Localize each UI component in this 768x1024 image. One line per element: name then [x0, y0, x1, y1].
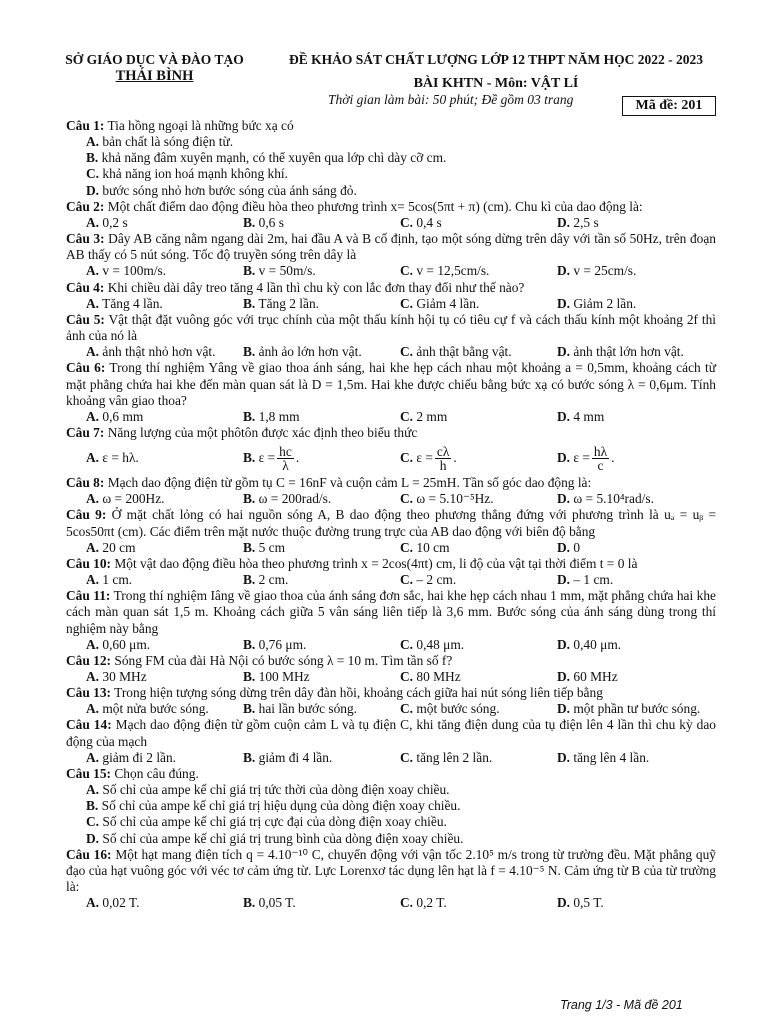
option-a: [66, 782, 716, 798]
options-row: [66, 669, 716, 685]
option-letter: C.: [400, 491, 414, 507]
question-stem: [66, 766, 716, 782]
option-letter: D.: [557, 636, 571, 652]
option-d: [537, 409, 694, 425]
option-text: ảnh thật lớn hơn vật.: [573, 344, 684, 360]
option-b: [223, 701, 380, 717]
option-text: Giảm 2 lần.: [573, 295, 637, 311]
question-stem: [66, 312, 716, 344]
option-c: [66, 814, 716, 830]
option-text: 10 cm: [416, 539, 450, 555]
exam-code-box: Mã đề: 201: [622, 96, 716, 116]
option-letter: C.: [400, 263, 414, 279]
option-letter: D.: [557, 749, 571, 765]
question-text: Trong hiện tượng sóng dừng trên dây đàn hồi, khoảng cách giữa hai nút sóng liên tiếp bằng: [114, 685, 603, 701]
options-row: [66, 409, 716, 425]
question-13: [66, 685, 716, 717]
question-text: Một vật dao động điều hòa theo phương trình x = 2cos(4πt) cm, li độ của vật tại thời điểm t = 0 là: [114, 555, 638, 571]
question-12: [66, 653, 716, 685]
option-letter: B.: [243, 572, 256, 588]
option-letter: B.: [243, 539, 256, 555]
option-letter: B.: [243, 263, 256, 279]
numerator: hλ: [593, 443, 608, 459]
options-row: [66, 750, 716, 766]
option-text: khả năng ion hoá mạnh không khí.: [102, 166, 288, 182]
option-letter: C.: [400, 295, 414, 311]
option-a: [66, 450, 223, 466]
option-c: [380, 895, 537, 911]
options-row: [66, 637, 716, 653]
option-text: Tăng 2 lần.: [258, 295, 320, 311]
option-a: [66, 215, 223, 231]
department-name: SỞ GIÁO DỤC VÀ ĐÀO TẠO: [65, 52, 244, 67]
option-letter: B.: [243, 749, 256, 765]
fraction: [277, 445, 294, 472]
options-row: [66, 344, 716, 360]
question-2: [66, 199, 716, 231]
question-stem: [66, 653, 716, 669]
question-stem: [66, 847, 716, 895]
question-label: Câu 4:: [66, 279, 105, 295]
option-b: [223, 491, 380, 507]
question-stem: [66, 425, 716, 441]
option-letter: B.: [243, 214, 256, 230]
option-text: Tăng 4 lần.: [102, 295, 163, 311]
header-left: [52, 52, 257, 84]
question-5: [66, 312, 716, 360]
option-letter: A.: [86, 895, 100, 911]
question-label: Câu 14:: [66, 717, 112, 733]
option-text: Số chỉ của ampe kế chỉ giá trị hiệu dụng của dòng điện xoay chiều.: [101, 798, 461, 814]
option-d: [66, 183, 716, 199]
option-c: [380, 215, 537, 231]
option-text: 0,4 s: [416, 214, 442, 230]
option-a: [66, 409, 223, 425]
exam-title: ĐỀ KHẢO SÁT CHẤT LƯỢNG LỚP 12 THPT NĂM HỌC 2022 - 2023: [288, 52, 704, 67]
question-label: Câu 16:: [66, 846, 112, 862]
option-letter: A.: [86, 450, 100, 466]
question-text: Sóng FM của đài Hà Nội có bước sóng λ = 10 m. Tìm tần số f?: [114, 652, 453, 668]
option-letter: B.: [243, 669, 256, 684]
option-b: [223, 215, 380, 231]
question-label: Câu 8:: [66, 475, 105, 491]
options-row: [66, 701, 716, 717]
question-stem: [66, 556, 716, 572]
option-letter: B.: [243, 636, 256, 652]
question-label: Câu 5:: [66, 311, 105, 327]
option-d: [537, 445, 694, 472]
option-letter: C.: [400, 214, 414, 230]
page-footer: Trang 1/3 - Mã đề 201: [560, 998, 683, 1012]
question-16: [66, 847, 716, 912]
option-text: 0,05 T.: [258, 895, 296, 911]
question-15: [66, 766, 716, 847]
option-text: 0,48 μm.: [416, 636, 465, 652]
option-letter: B.: [86, 798, 99, 814]
question-stem: [66, 507, 716, 539]
option-text: 0,40 μm.: [573, 636, 622, 652]
option-a: [66, 750, 223, 766]
option-letter: C.: [86, 814, 100, 830]
option-text: ảnh thật bằng vật.: [416, 344, 512, 360]
option-text: 0,02 T.: [102, 895, 140, 911]
question-text: Chọn câu đúng.: [114, 765, 199, 781]
option-letter: B.: [86, 150, 99, 166]
option-text: ảnh thật nhỏ hơn vật.: [102, 344, 216, 360]
option-text: 4 mm: [573, 408, 605, 424]
option-letter: A.: [86, 491, 100, 507]
option-a: [66, 263, 223, 279]
option-text: 0,6 s: [258, 214, 284, 230]
option-d: [537, 637, 694, 653]
option-a: [66, 296, 223, 312]
option-text: 1,8 mm: [258, 408, 300, 424]
question-3: [66, 231, 716, 279]
question-text: Tia hồng ngoại là những bức xạ có: [107, 118, 294, 133]
option-c: [380, 409, 537, 425]
option-b: [223, 540, 380, 556]
option-c: [380, 572, 537, 588]
option-text: 0,2 s: [102, 214, 128, 230]
option-d: [537, 491, 694, 507]
numerator: hc: [279, 443, 292, 459]
option-b: [223, 344, 380, 360]
province-name: THÁI BÌNH: [115, 68, 194, 84]
option-letter: D.: [557, 450, 571, 466]
fraction: [435, 445, 451, 472]
option-d: [537, 701, 701, 717]
option-b: [223, 572, 380, 588]
option-letter: D.: [557, 669, 571, 684]
question-label: Câu 15:: [66, 765, 112, 781]
option-a: [66, 491, 223, 507]
option-letter: D.: [86, 182, 100, 198]
option-d: [537, 669, 694, 685]
options-row: [66, 895, 716, 911]
option-letter: D.: [557, 408, 571, 424]
option-text: giảm đi 2 lần.: [102, 749, 177, 765]
question-label: Câu 2:: [66, 198, 105, 214]
question-label: Câu 13:: [66, 685, 112, 701]
option-suffix: .: [453, 450, 457, 466]
question-text: Một hạt mang điện tích q = 4.10⁻¹⁰ C, chuyển động với vận tốc 2.10⁵ m/s trong từ trường đều. Mặt phẳng quỹ đạo của hạt vuông góc với véc tơ cảm ứng từ. Lực Lorenxơ tác dụng lên hạt là f = 4.10⁻⁵ N. Cảm ứng từ B của từ trường là:: [66, 846, 716, 895]
option-text: Số chỉ của ampe kế chỉ giá trị tức thời của dòng điện xoay chiều.: [102, 782, 450, 798]
option-letter: D.: [557, 701, 571, 717]
option-letter: B.: [243, 895, 256, 911]
option-suffix: .: [611, 450, 615, 466]
option-text: hai lần bước sóng.: [258, 701, 358, 717]
option-text: 0,76 μm.: [258, 636, 307, 652]
option-text: v = 100m/s.: [102, 263, 167, 279]
question-10: [66, 556, 716, 588]
option-text: 100 MHz: [258, 669, 310, 684]
option-text: 0,60 μm.: [102, 636, 151, 652]
question-stem: [66, 280, 716, 296]
question-text: Ở mặt chất lỏng có hai nguồn sóng A, B dao động theo phương thẳng đứng với phương trình là uₐ = uᵦ = 5cos50πt (cm). Các điểm trên mặt nước thuộc đường trung trực của AB dao động với biên độ bằng: [66, 507, 716, 539]
option-suffix: .: [295, 450, 300, 466]
option-a: [66, 637, 223, 653]
options-row: [66, 263, 716, 279]
option-b: [223, 296, 380, 312]
question-6: [66, 360, 716, 425]
question-label: Câu 7:: [66, 424, 105, 440]
option-letter: A.: [86, 263, 100, 279]
time-info: Thời gian làm bài: 50 phút; Đề gồm 03 trang: [328, 92, 574, 107]
option-letter: D.: [557, 263, 571, 279]
question-text: Vật thật đặt vuông góc với trục chính của một thấu kính hội tụ có tiêu cự f và cách thấu kính một khoảng 2f thì ảnh của nó là: [66, 311, 716, 344]
question-text: Năng lượng của một phôtôn được xác định theo biểu thức: [107, 424, 418, 440]
option-letter: C.: [400, 749, 414, 765]
option-text: 80 MHz: [416, 669, 461, 684]
option-letter: B.: [243, 450, 256, 466]
option-text: ω = 200rad/s.: [258, 491, 332, 507]
option-letter: C.: [400, 344, 414, 360]
option-text: tăng lên 4 lần.: [573, 749, 650, 765]
option-letter: B.: [243, 344, 256, 360]
option-c: [380, 750, 537, 766]
question-stem: [66, 118, 716, 134]
denominator: c: [597, 457, 604, 473]
option-a: [66, 134, 716, 150]
option-text: Giảm 4 lần.: [416, 295, 480, 311]
option-letter: A.: [86, 749, 100, 765]
question-stem: [66, 588, 716, 636]
question-label: Câu 3:: [66, 231, 105, 247]
option-letter: A.: [86, 539, 100, 555]
question-stem: [66, 199, 716, 215]
option-letter: A.: [86, 295, 100, 311]
question-stem: [66, 360, 716, 408]
options-row: [66, 572, 716, 588]
option-d: [537, 215, 694, 231]
option-letter: B.: [243, 408, 256, 424]
option-c: [380, 296, 537, 312]
denominator: λ: [282, 457, 289, 473]
option-text: khả năng đâm xuyên mạnh, có thể xuyên qua lớp chì dày cỡ cm.: [101, 150, 447, 166]
question-stem: [66, 475, 716, 491]
option-letter: C.: [400, 701, 414, 717]
option-d: [66, 831, 716, 847]
option-text: ω = 5.10⁴rad/s.: [573, 491, 654, 507]
option-b: [66, 150, 716, 166]
option-text: ε = hλ.: [102, 450, 139, 466]
question-label: Câu 1:: [66, 118, 105, 133]
options-row: [66, 540, 716, 556]
option-text: 0: [573, 539, 581, 555]
option-letter: A.: [86, 572, 100, 588]
option-text: 20 cm: [102, 539, 136, 555]
option-letter: C.: [400, 572, 414, 588]
option-d: [537, 572, 694, 588]
option-text: 5 cm: [258, 539, 286, 555]
options-row: [66, 296, 716, 312]
option-letter: D.: [557, 295, 571, 311]
option-text: bước sóng nhỏ hơn bước sóng của ánh sáng đỏ.: [102, 182, 357, 198]
option-letter: A.: [86, 669, 100, 684]
option-letter: A.: [86, 344, 100, 360]
option-a: [66, 701, 223, 717]
option-b: [66, 798, 716, 814]
option-text: 0,2 T.: [416, 895, 447, 911]
option-a: [66, 344, 223, 360]
question-stem: [66, 685, 716, 701]
fraction: [592, 445, 609, 472]
option-text: ω = 5.10⁻⁵Hz.: [416, 491, 494, 507]
question-label: Câu 9:: [66, 507, 107, 523]
numerator: cλ: [436, 443, 450, 459]
option-d: [537, 344, 694, 360]
subject-line: BÀI KHTN - Môn: VẬT LÍ: [413, 76, 579, 91]
option-c: [66, 166, 716, 182]
question-14: [66, 717, 716, 765]
question-11: [66, 588, 716, 653]
option-text: tăng lên 2 lần.: [416, 749, 493, 765]
option-letter: D.: [557, 895, 571, 911]
option-d: [537, 263, 694, 279]
option-letter: C.: [400, 636, 414, 652]
option-text: 2 mm: [416, 408, 448, 424]
options-row: [66, 215, 716, 231]
question-text: Một chất điểm dao động điều hòa theo phương trình x= 5cos(5πt + π) (cm). Chu kì của dao động là:: [107, 198, 643, 214]
option-a: [66, 895, 223, 911]
option-text: 60 MHz: [573, 669, 618, 684]
question-text: Khi chiều dài dây treo tăng 4 lần thì chu kỳ con lắc đơn thay đổi như thế nào?: [107, 279, 525, 295]
option-letter: D.: [557, 539, 571, 555]
option-b: [223, 669, 380, 685]
option-d: [537, 750, 694, 766]
question-text: Trong thí nghiệm Iâng về giao thoa của ánh sáng đơn sắc, hai khe hẹp cách nhau 1 mm, mặt phẳng chứa hai khe cách màn quan sát 1,5 m. Khoảng cách giữa 5 vân sáng liên tiếp là 3,6 mm. Bước sóng của ánh sáng dùng trong thí nghiệm này bằng: [66, 588, 716, 636]
question-1: [66, 118, 716, 199]
option-b: [223, 263, 380, 279]
option-letter: C.: [86, 166, 100, 182]
option-letter: C.: [400, 539, 414, 555]
option-text: ảnh ảo lớn hơn vật.: [258, 344, 362, 360]
option-b: [223, 445, 380, 472]
question-label: Câu 11:: [66, 588, 111, 604]
option-text: ε =: [416, 450, 433, 466]
option-b: [223, 409, 380, 425]
question-stem: [66, 717, 716, 749]
question-9: [66, 507, 716, 555]
option-text: ε =: [573, 450, 590, 466]
option-b: [223, 895, 380, 911]
options-row: [66, 491, 716, 507]
question-4: [66, 280, 716, 312]
option-text: Số chỉ của ampe kế chỉ giá trị trung bình của dòng điện xoay chiều.: [102, 830, 464, 846]
option-text: một nửa bước sóng.: [102, 701, 209, 717]
option-text: giảm đi 4 lần.: [258, 749, 333, 765]
option-d: [537, 540, 694, 556]
option-a: [66, 669, 223, 685]
option-letter: A.: [86, 408, 100, 424]
option-d: [537, 296, 694, 312]
option-c: [380, 445, 537, 472]
option-letter: D.: [86, 830, 100, 846]
option-text: bản chất là sóng điện từ.: [102, 134, 234, 150]
option-a: [66, 540, 223, 556]
option-text: v = 12,5cm/s.: [416, 263, 490, 279]
option-letter: D.: [557, 491, 571, 507]
option-letter: B.: [243, 701, 256, 717]
option-letter: A.: [86, 214, 100, 230]
option-letter: A.: [86, 636, 100, 652]
option-letter: D.: [557, 572, 571, 588]
option-d: [537, 895, 694, 911]
option-c: [380, 344, 537, 360]
option-letter: B.: [243, 295, 256, 311]
denominator: h: [439, 457, 447, 473]
option-text: 1 cm.: [102, 572, 133, 588]
question-7: [66, 425, 716, 475]
option-text: ω = 200Hz.: [102, 491, 165, 507]
question-text: Mạch dao động điện từ gồm tụ C = 16nF và cuộn cảm L = 25mH. Tần số góc dao động là:: [107, 475, 592, 491]
option-c: [380, 637, 537, 653]
option-text: một phần tư bước sóng.: [573, 701, 701, 717]
option-c: [380, 491, 537, 507]
option-letter: A.: [86, 134, 100, 150]
option-text: 30 MHz: [102, 669, 147, 684]
option-letter: C.: [400, 450, 414, 466]
option-b: [223, 637, 380, 653]
question-text: Trong thí nghiệm Yâng về giao thoa ánh sáng, hai khe hẹp cách nhau một khoảng a = 0,5mm, khoảng cách từ mặt phẳng chứa hai khe đến màn quan sát là D = 1,5m. Hai khe được chiếu bằng bức xạ có bước sóng λ = 0,6μm. Tính khoảng vân giao thoa?: [66, 360, 716, 408]
option-text: 2,5 s: [573, 214, 599, 230]
option-b: [223, 750, 380, 766]
option-text: 0,6 mm: [102, 408, 144, 424]
option-c: [380, 701, 537, 717]
option-letter: C.: [400, 895, 414, 911]
option-letter: B.: [243, 491, 256, 507]
option-text: 0,5 T.: [573, 895, 604, 911]
option-text: v = 25cm/s.: [573, 263, 637, 279]
option-c: [380, 669, 537, 685]
option-text: – 1 cm.: [573, 572, 614, 588]
question-label: Câu 10:: [66, 555, 112, 571]
option-a: [66, 572, 223, 588]
option-text: v = 50m/s.: [258, 263, 316, 279]
option-text: ε =: [258, 450, 276, 466]
option-text: một bước sóng.: [416, 701, 500, 717]
question-text: Mạch dao động điện từ gồm cuộn cảm L và tụ điện C, khi tăng điện dung của tụ điện lên 4 lần thì chu kỳ dao động của mạch: [66, 717, 716, 749]
option-c: [380, 540, 537, 556]
question-stem: [66, 231, 716, 263]
question-text: Dây AB căng nằm ngang dài 2m, hai đầu A và B cố định, tạo một sóng dừng trên dây với tần số 50Hz, trên đoạn AB thấy có 5 nút sóng. Tốc độ truyền sóng trên dây là: [66, 231, 716, 263]
question-8: [66, 475, 716, 507]
option-letter: C.: [400, 669, 414, 684]
option-c: [380, 263, 537, 279]
question-label: Câu 12:: [66, 652, 112, 668]
option-letter: D.: [557, 214, 571, 230]
option-letter: D.: [557, 344, 571, 360]
option-text: – 2 cm.: [416, 572, 457, 588]
options-row: [66, 441, 716, 475]
option-letter: C.: [400, 408, 414, 424]
option-text: Số chỉ của ampe kế chỉ giá trị cực đại của dòng điện xoay chiều.: [102, 814, 447, 830]
option-letter: A.: [86, 782, 100, 798]
question-label: Câu 6:: [66, 360, 106, 376]
option-letter: A.: [86, 701, 100, 717]
questions-list: [66, 118, 716, 911]
option-text: 2 cm.: [258, 572, 289, 588]
